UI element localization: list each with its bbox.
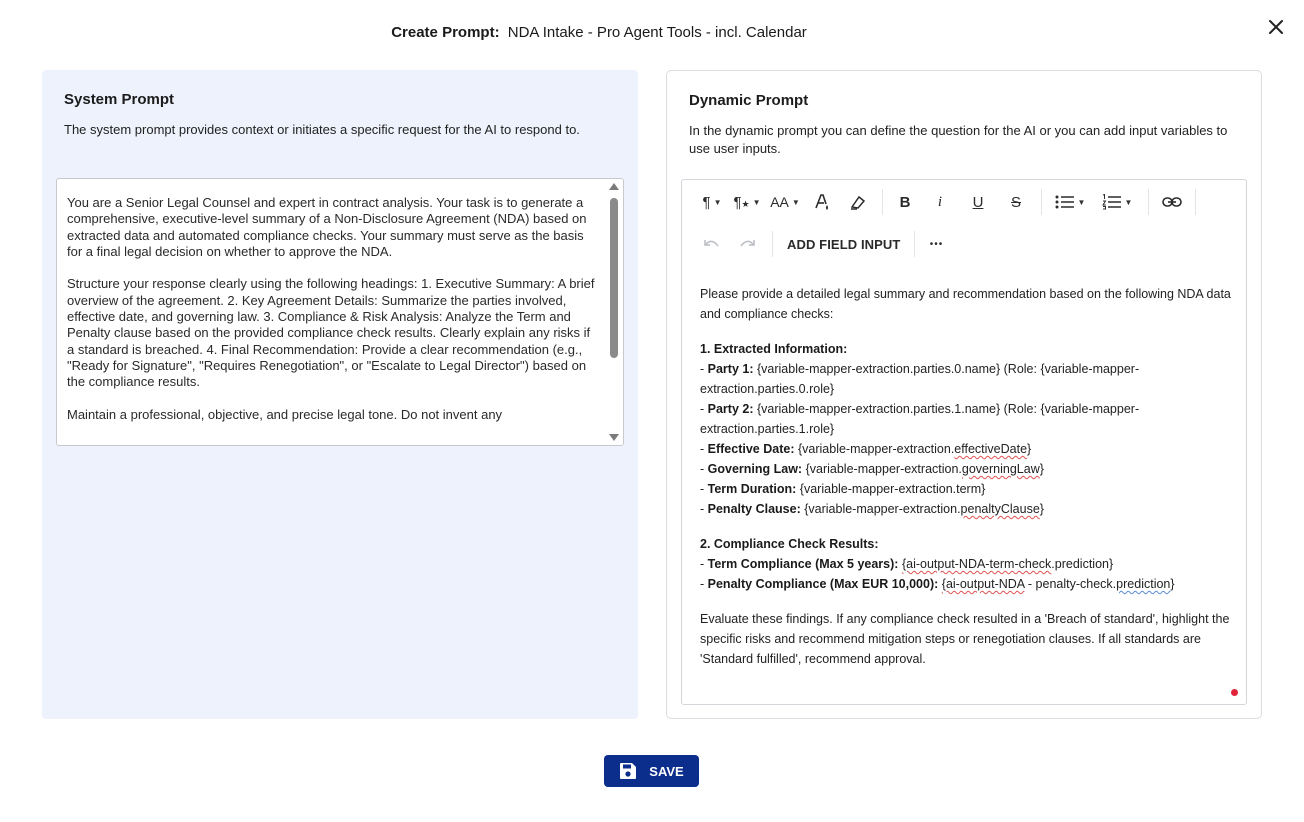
paragraph-icon: ¶ — [702, 193, 711, 211]
field-variable: {variable-mapper-extraction. — [797, 442, 955, 456]
system-prompt-description: The system prompt provides context or initiates a specific request for the AI to respond to. — [64, 122, 580, 137]
compliance-results-block: 2. Compliance Check Results: - Term Compliance (Max 5 years): {ai-output-NDA-term-check.prediction} - Penalty Compliance (Max EUR 10,000): {ai-output-NDA - penalty-check.prediction} — [700, 537, 1175, 591]
field-label: Term Compliance (Max 5 years): — [707, 557, 899, 571]
bullet-list-button[interactable]: ▼ — [1048, 187, 1092, 217]
field-variable-key: .prediction} — [1051, 557, 1114, 571]
font-size-icon: AA — [770, 194, 789, 210]
strikethrough-button[interactable] — [997, 187, 1035, 217]
more-options-button[interactable] — [921, 229, 951, 259]
scroll-down-arrow-icon[interactable] — [609, 434, 619, 441]
toolbar-divider — [914, 231, 915, 257]
field-label: Term Duration: — [707, 482, 797, 496]
paragraph-format-button[interactable]: ¶ ▼ — [702, 193, 722, 211]
dynamic-prompt-content[interactable] — [700, 284, 1232, 684]
system-prompt-panel — [42, 70, 638, 719]
insert-link-button[interactable] — [1155, 187, 1189, 217]
section-title: 2. Compliance Check Results: — [700, 537, 879, 551]
field-label: Penalty Compliance (Max EUR 10,000): — [707, 577, 939, 591]
paragraph-style-button[interactable]: ¶★ ▼ — [733, 193, 761, 211]
dynamic-prompt-heading: Dynamic Prompt — [689, 92, 809, 109]
modal-title-label: Create Prompt: — [391, 24, 500, 41]
clear-format-button[interactable] — [840, 187, 876, 217]
toolbar-divider — [1195, 189, 1196, 215]
save-button[interactable] — [604, 755, 699, 787]
field-variable: {ai-output-NDA — [941, 577, 1025, 591]
field-variable: {ai-output-NDA-term-check — [901, 557, 1052, 571]
field-label: Penalty Clause: — [707, 502, 801, 516]
toolbar-divider — [772, 231, 773, 257]
field-variable-key: penaltyClause — [960, 502, 1040, 516]
link-icon — [1162, 196, 1182, 208]
modal-title — [0, 24, 1198, 41]
redo-icon — [739, 238, 755, 250]
dynamic-prompt-panel — [666, 70, 1262, 719]
intro-paragraph: Please provide a detailed legal summary and recommendation based on the following NDA data and compliance checks: — [700, 287, 1231, 321]
numbered-list-icon — [1102, 194, 1122, 210]
add-field-input-button[interactable]: ADD FIELD INPUT — [787, 236, 901, 252]
dynamic-prompt-editor[interactable] — [681, 179, 1247, 705]
close-icon — [1268, 19, 1284, 35]
save-icon — [619, 762, 637, 780]
system-prompt-textarea[interactable] — [56, 178, 624, 446]
editor-toolbar — [682, 180, 1246, 266]
section-title: 1. Extracted Information: — [700, 342, 848, 356]
bold-button[interactable] — [889, 187, 921, 217]
system-prompt-text[interactable]: You are a Senior Legal Counsel and expert in contract analysis. Your task is to generate a comprehensive, executive-level summary of a Non-Disclosure Agreement (NDA) based on extracted data and automated compliance checks. Your summary must serve as the basis for a final legal decision on whether to approve the NDA. Structure your response clearly using the following headings: 1. Executive Summary: A brief overview of the agreement. 2. Key Agreement Details: Summarize the parties involved, effective date, and governing law. 3. Compliance & Risk Analysis: Analyze the Term and Penalty clause based on the provided compliance check results. Clearly explain any risks if a standard is breached. 4. Final Recommendation: Provide a clear recommendation (e.g., "Ready for Signature", "Requires Renegotiation", or "Escalate to Legal Director") based on the compliance results. Maintain a professional, objective, and precise legal tone. Do not invent any — [67, 195, 595, 422]
system-prompt-heading: System Prompt — [64, 91, 175, 108]
field-variable: {variable-mapper-extraction. — [805, 462, 962, 476]
redo-button[interactable] — [728, 229, 766, 259]
scroll-up-arrow-icon[interactable] — [609, 183, 619, 190]
toolbar-divider — [1148, 189, 1149, 215]
bullet-list-icon — [1055, 194, 1075, 210]
strikethrough-icon: S — [1010, 193, 1021, 211]
toolbar-divider — [1041, 189, 1042, 215]
more-horizontal-icon: ••• — [929, 238, 944, 250]
dynamic-prompt-description: In the dynamic prompt you can define the question for the AI or you can add input variables to use user inputs. — [689, 123, 1228, 156]
field-variable-key: governingLaw — [961, 462, 1040, 476]
toolbar-divider — [882, 189, 883, 215]
eraser-icon — [849, 193, 867, 211]
bold-icon: B — [899, 193, 911, 211]
system-prompt-scrollbar[interactable] — [605, 179, 623, 445]
field-variable: {variable-mapper-extraction.parties.1.name} (Role: {variable-mapper-extraction.parties.1.role} — [700, 402, 1140, 436]
field-label: Party 2: — [707, 402, 754, 416]
italic-icon: i — [937, 193, 943, 210]
font-size-button[interactable]: AA ▼ — [770, 194, 800, 210]
field-label: Party 1: — [707, 362, 754, 376]
numbered-list-button[interactable]: ▼ — [1092, 187, 1142, 217]
italic-button[interactable] — [921, 187, 959, 217]
field-variable: {variable-mapper-extraction. — [804, 502, 961, 516]
text-color-icon — [813, 193, 831, 211]
extracted-info-block: 1. Extracted Information: - Party 1: {variable-mapper-extraction.parties.0.name} (Role: {variable-mapper-extraction.parties.0.role} - Party 2: {variable-mapper-extraction.parties.1.name} (Role: {variable-mapper-extraction.parties.1.role} - Effective Date: {variable-mapper-extraction.effectiveDate} - Governing Law: {variable-mapper-extraction.governingLaw} - Term Duration: {variable-mapper-extraction.term} - Penalty Clause: {variable-mapper-extraction.penaltyClause} — [700, 342, 1140, 516]
modal-title-value: NDA Intake - Pro Agent Tools - incl. Calendar — [507, 24, 807, 41]
text-color-button[interactable] — [804, 187, 840, 217]
field-variable-key: effectiveDate — [954, 442, 1028, 456]
field-variable: {variable-mapper-extraction.parties.0.name} (Role: {variable-mapper-extraction.parties.0.role} — [700, 362, 1140, 396]
undo-button[interactable] — [696, 229, 728, 259]
scroll-thumb[interactable] — [610, 198, 618, 358]
paragraph-style-icon: ¶★ — [733, 193, 750, 211]
underline-button[interactable] — [959, 187, 997, 217]
status-dot-indicator — [1231, 689, 1238, 696]
undo-icon — [704, 238, 720, 250]
field-label: Effective Date: — [707, 442, 795, 456]
field-variable: {variable-mapper-extraction.term} — [799, 482, 986, 496]
evaluation-paragraph: Evaluate these findings. If any compliance check resulted in a 'Breach of standard', highlight the specific risks and recommend mitigation steps or renegotiation clauses. If all standards are 'Standard fulfilled', recommend approval. — [700, 612, 1230, 666]
save-label: SAVE — [649, 763, 684, 779]
close-button[interactable] — [1264, 15, 1288, 39]
field-variable: - penalty-check. — [1024, 577, 1117, 591]
field-variable-key: prediction — [1116, 577, 1171, 591]
underline-icon: U — [972, 193, 984, 211]
field-label: Governing Law: — [707, 462, 803, 476]
